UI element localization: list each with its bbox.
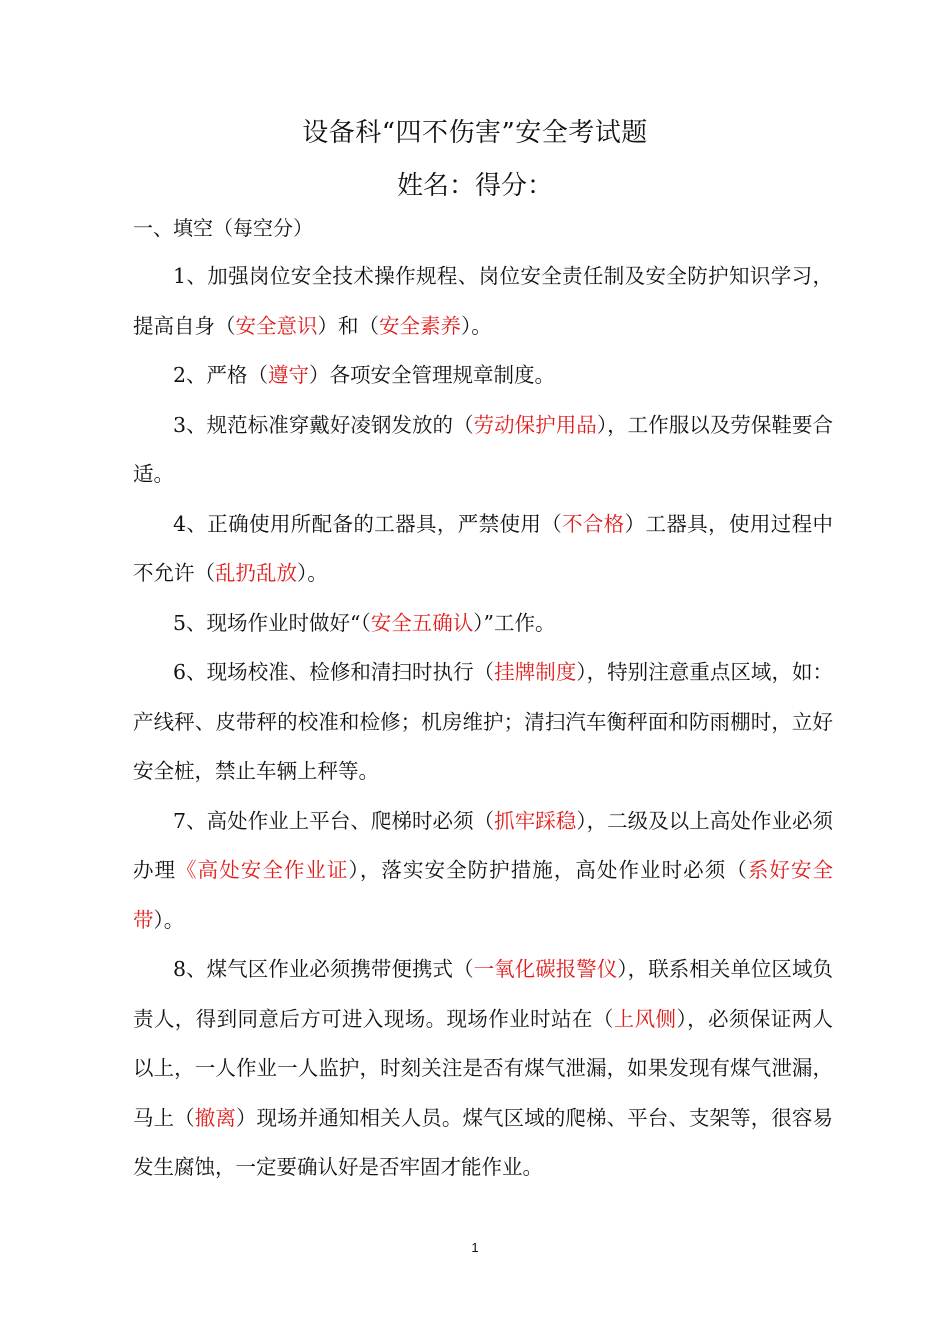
question-text: ）。 (153, 907, 185, 932)
question-text: ）和（ (317, 313, 379, 338)
section-heading: 一、填空（每空分） (133, 216, 313, 240)
question-text: 3、规范标准穿戴好凌钢发放的（ (173, 412, 474, 437)
answer-text: 劳动保护用品 (473, 412, 597, 437)
question-text: 8、煤气区作业必须携带便携式（ (173, 957, 474, 981)
question-text: ）”工作。 (473, 610, 556, 635)
question-text: ），落实安全防护措施，高处作业时必须（ (348, 858, 748, 882)
question-text: 5、现场作业时做好“（ (173, 610, 371, 635)
question-item (133, 648, 833, 797)
answer-text: 一氧化碳报警仪 (473, 957, 618, 981)
question-text: 7、高处作业上平台、爬梯时必须（ (173, 808, 495, 833)
answer-text: 安全意识 (235, 313, 318, 338)
question-text: ），必须保证两人以上，一人作业一人监护，时刻关注是否有煤气泄漏，如果发现有煤气泄漏，马上（ (133, 1006, 834, 1130)
question-item (133, 351, 833, 401)
question-text: ），联系相关单位区域负责人，得到同意后方可进入现场。现场作业时站在（ (133, 957, 834, 1031)
question-item (133, 401, 833, 500)
answer-text: 系好安全带 (133, 858, 834, 932)
answer-text: 安全素养 (379, 313, 461, 338)
question-text: ）现场并通知相关人员。煤气区域的爬梯、平台、支架等，很容易发生腐蚀，一定要确认好是否牢固才能作业。 (133, 1105, 834, 1179)
question-item (133, 599, 833, 649)
answer-text: 乱扔乱放 (215, 561, 297, 585)
question-item (133, 252, 833, 351)
answer-text: 《高处安全作业证 (176, 858, 349, 882)
question-text: ）工器具，使用过程中不允许（ (133, 511, 833, 585)
question-text: ），工作服以及劳保鞋要合适。 (133, 412, 834, 486)
answer-text: 撤离 (194, 1105, 236, 1130)
page-number: 1 (471, 1240, 479, 1255)
name-score-line: 姓名：得分： (396, 171, 553, 201)
question-item (133, 945, 833, 1193)
question-text: ）各项安全管理规章制度。 (309, 363, 556, 387)
answer-text: 抓牢踩稳 (494, 808, 577, 833)
question-text: 1、加强岗位安全技术操作规程、岗位安全责任制及安全防护知识学习，提高自身（ (133, 264, 833, 338)
answer-text: 上风侧 (613, 1006, 677, 1031)
question-text: ）。 (297, 561, 328, 585)
question-text: ），特别注意重点区域，如：产线秤、皮带秤的校准和检修；机房维护；清扫汽车衡秤面和防雨棚时，立好安全桩，禁止车辆上秤等。 (133, 660, 834, 783)
question-text: 6、现场校准、检修和清扫时执行（ (173, 660, 495, 684)
question-item (133, 797, 833, 946)
answer-text: 遵守 (268, 363, 310, 387)
question-list (133, 252, 833, 1193)
answer-text: 挂牌制度 (494, 660, 577, 684)
question-text: 2、严格（ (173, 363, 269, 387)
answer-text: 安全五确认 (370, 610, 474, 635)
question-text: ），二级及以上高处作业必须办理 (133, 808, 834, 882)
answer-text: 不合格 (562, 511, 625, 536)
question-text: 4、正确使用所配备的工器具，严禁使用（ (173, 511, 563, 536)
question-text: ）。 (461, 313, 492, 338)
question-item (133, 500, 833, 599)
exam-title: 设备科“四不伤害”安全考试题 (302, 118, 648, 148)
